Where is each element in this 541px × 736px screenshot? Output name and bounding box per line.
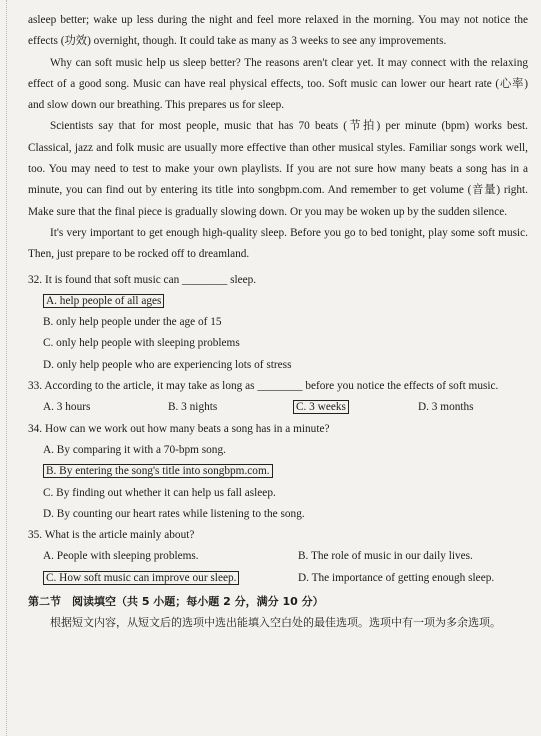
section-heading: 第二节 阅读填空（共 5 小题；每小题 2 分，满分 10 分） bbox=[28, 595, 324, 609]
passage-paragraph-1: asleep better; wake up less during the night and feel more relaxed in the morning. You may not notice the effects (功效) overnight, though. It could take as many as 3 weeks to see any improvements. bbox=[28, 14, 528, 48]
question-34-option-d[interactable]: D. By counting our heart rates while listening to the song. bbox=[43, 507, 305, 520]
question-33-stem: 33. According to the article, it may take as long as ________ before you notice the effects of soft music. bbox=[28, 380, 499, 393]
question-35-option-d[interactable]: D. The importance of getting enough sleep. bbox=[298, 571, 495, 584]
question-35-option-c[interactable]: C. How soft music can improve our sleep. bbox=[43, 571, 239, 585]
question-34-option-a[interactable]: A. By comparing it with a 70-bpm song. bbox=[43, 443, 226, 456]
question-33-option-d[interactable]: D. 3 months bbox=[418, 401, 474, 414]
question-34-option-c[interactable]: C. By finding out whether it can help us fall asleep. bbox=[43, 486, 276, 499]
question-32-stem: 32. It is found that soft music can ________ sleep. bbox=[28, 273, 257, 286]
question-33-option-c[interactable]: C. 3 weeks bbox=[293, 400, 349, 414]
exam-page bbox=[28, 10, 528, 634]
question-35-option-b[interactable]: B. The role of music in our daily lives. bbox=[298, 550, 473, 563]
question-35-stem: 35. What is the article mainly about? bbox=[28, 529, 195, 542]
question-32-option-c[interactable]: C. only help people with sleeping problems bbox=[43, 337, 240, 350]
passage-paragraph-4: It's very important to get enough high-quality sleep. Before you go to bed tonight, play some soft music. Then, just prepare to be rocked off to dreamland. bbox=[28, 226, 528, 261]
question-32-option-a[interactable]: A. help people of all ages bbox=[43, 294, 164, 308]
question-34 bbox=[28, 419, 528, 525]
passage-paragraph-3: Scientists say that for most people, music that has 70 beats (节拍) per minute (bpm) works best. Classical, jazz and folk music are usually more effective than other musical styles. Familiar songs work well, too. You may need to test to make your own playlists. If you are not sure how many beats a song has in a minute, you can find out by entering its title into songbpm.com. And remember to get volume (音量) right. Make sure that the final piece is gradually slowing down. Or you may be woken up by the sudden silence. bbox=[28, 120, 528, 218]
question-33-option-b[interactable]: B. 3 nights bbox=[168, 401, 218, 414]
binding-dotted-line bbox=[6, 0, 7, 736]
question-34-option-b[interactable]: B. By entering the song's title into songbpm.com. bbox=[43, 464, 273, 478]
question-32-option-b[interactable]: B. only help people under the age of 15 bbox=[43, 316, 222, 329]
question-33-option-a[interactable]: A. 3 hours bbox=[43, 401, 91, 414]
question-35-option-a[interactable]: A. People with sleeping problems. bbox=[43, 550, 199, 563]
question-33 bbox=[28, 376, 528, 419]
question-34-stem: 34. How can we work out how many beats a song has in a minute? bbox=[28, 422, 330, 435]
question-32-option-d[interactable]: D. only help people who are experiencing lots of stress bbox=[43, 358, 292, 371]
question-32 bbox=[28, 270, 528, 376]
passage-paragraph-2: Why can soft music help us sleep better? The reasons aren't clear yet. It may connect with the relaxing effect of a good song. Music can have real physical effects, too. Soft music can lower our heart rate (心率) and slow down our breathing. This prepares us for sleep. bbox=[28, 56, 528, 112]
section-instruction: 根据短文内容，从短文后的选项中选出能填入空白处的最佳选项。选项中有一项为多余选项。 bbox=[50, 616, 501, 630]
question-35 bbox=[28, 525, 528, 589]
